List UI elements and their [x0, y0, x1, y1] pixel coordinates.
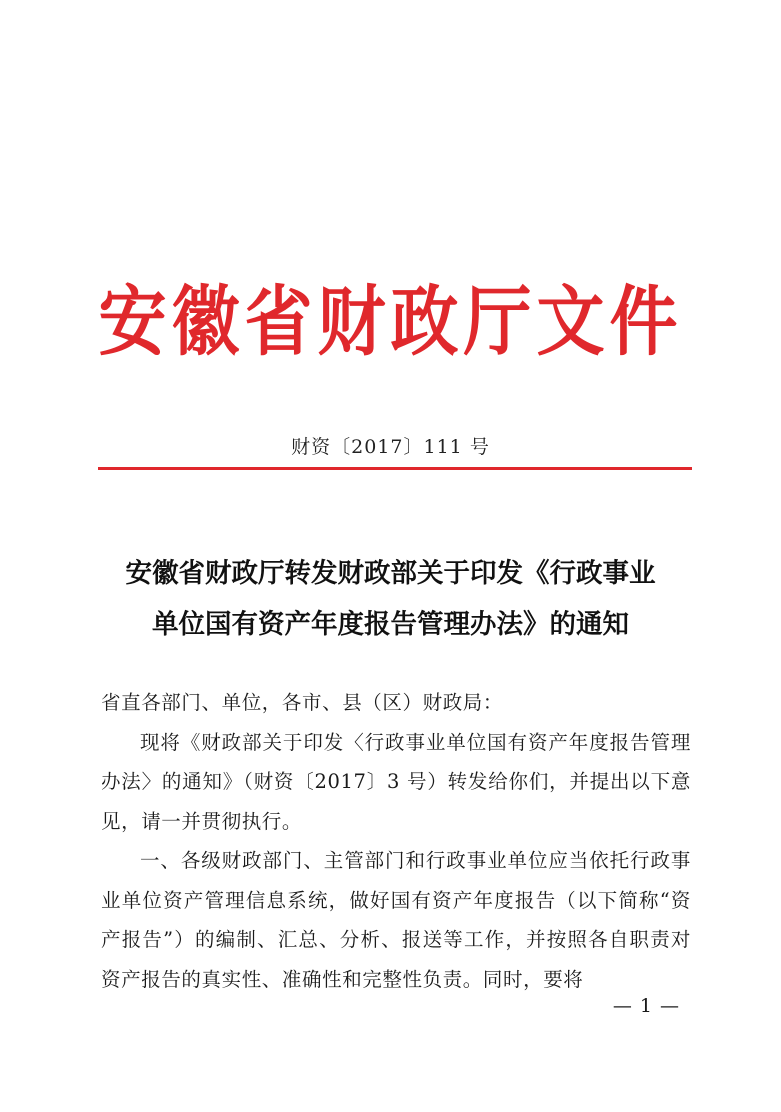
- notice-title: [90, 548, 691, 650]
- document-header-title: 安徽省财政厅文件: [98, 277, 683, 368]
- page-number: — 1 —: [612, 995, 680, 1017]
- document-number: 财资〔2017〕111 号: [291, 436, 490, 458]
- salutation: 省直各部门、单位，各市、县（区）财政局：: [101, 691, 504, 714]
- body-paragraph-1: 现将《财政部关于印发〈行政事业单位国有资产年度报告管理办法〉的通知》（财资〔2017〕3 号）转发给你们，并提出以下意见，请一并贯彻执行。: [101, 730, 691, 833]
- header-red-rule: [98, 467, 692, 470]
- body-paragraph-2: 一、各级财政部门、主管部门和行政事业单位应当依托行政事业单位资产管理信息系统，做好国有资产年度报告（以下简称“资产报告”）的编制、汇总、分析、报送等工作，并按照各自职责对资产报告的真实性、准确性和完整性负责。同时，要将: [101, 849, 691, 991]
- notice-body: [101, 683, 691, 999]
- notice-title-line-2: 单位国有资产年度报告管理办法》的通知: [152, 609, 629, 640]
- notice-title-line-1: 安徽省财政厅转发财政部关于印发《行政事业: [125, 558, 656, 589]
